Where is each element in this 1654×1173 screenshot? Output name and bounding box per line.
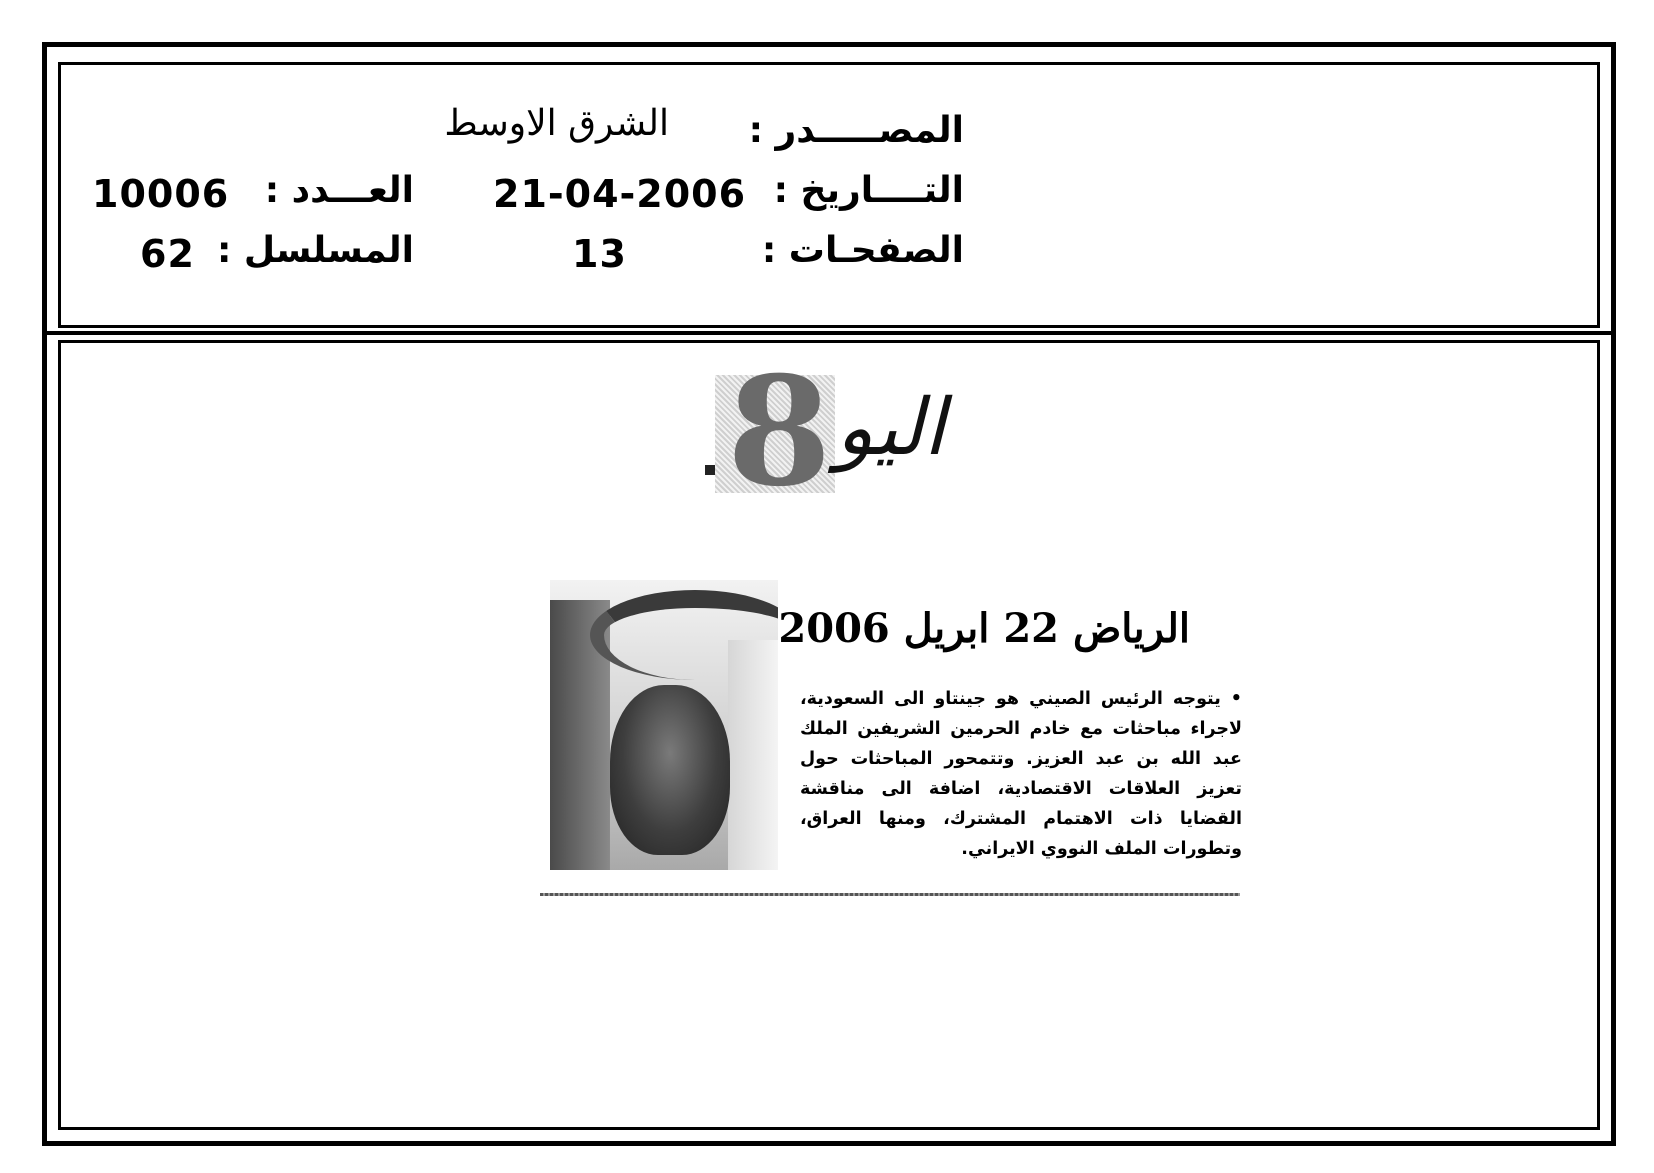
newspaper-logo xyxy=(715,344,955,520)
logo-word: اليو xyxy=(835,383,945,473)
pages-value: 13 xyxy=(572,232,627,276)
frame-separator xyxy=(46,331,1612,335)
article-body: • يتوجه الرئيس الصيني هو جينتاو الى السعودية، لاجراء مباحثات مع خادم الحرمين الشريفين الملك عبد الله بن عبد العزيز. وتتمحور المباحثات حول تعزيز العلاقات الاقتصادية، اضافة الى مناقشة القضايا ذات الاهتمام المشترك، ومنها العراق، وتطورات الملف النووي الايراني. xyxy=(800,689,1242,859)
serial-value: 62 xyxy=(140,232,195,276)
article-rule xyxy=(540,893,1240,896)
date-value: 21-04-2006 xyxy=(493,172,747,216)
logo-number: 8 xyxy=(727,344,832,520)
source-value: الشرق الاوسط xyxy=(444,103,669,144)
photo-face xyxy=(610,685,730,855)
date-label: التــــاريخ : xyxy=(773,170,964,211)
issue-label: العـــدد : xyxy=(264,170,414,211)
pages-label: الصفحـات : xyxy=(761,230,964,271)
photo-agal xyxy=(590,590,778,680)
source-label: المصـــــدر : xyxy=(748,110,964,151)
article-headline: الرياض 22 ابريل 2006 xyxy=(778,605,1190,652)
logo-dot xyxy=(705,465,715,475)
issue-value: 10006 xyxy=(92,172,230,216)
article-photo xyxy=(550,580,778,870)
serial-label: المسلسل : xyxy=(216,230,414,271)
